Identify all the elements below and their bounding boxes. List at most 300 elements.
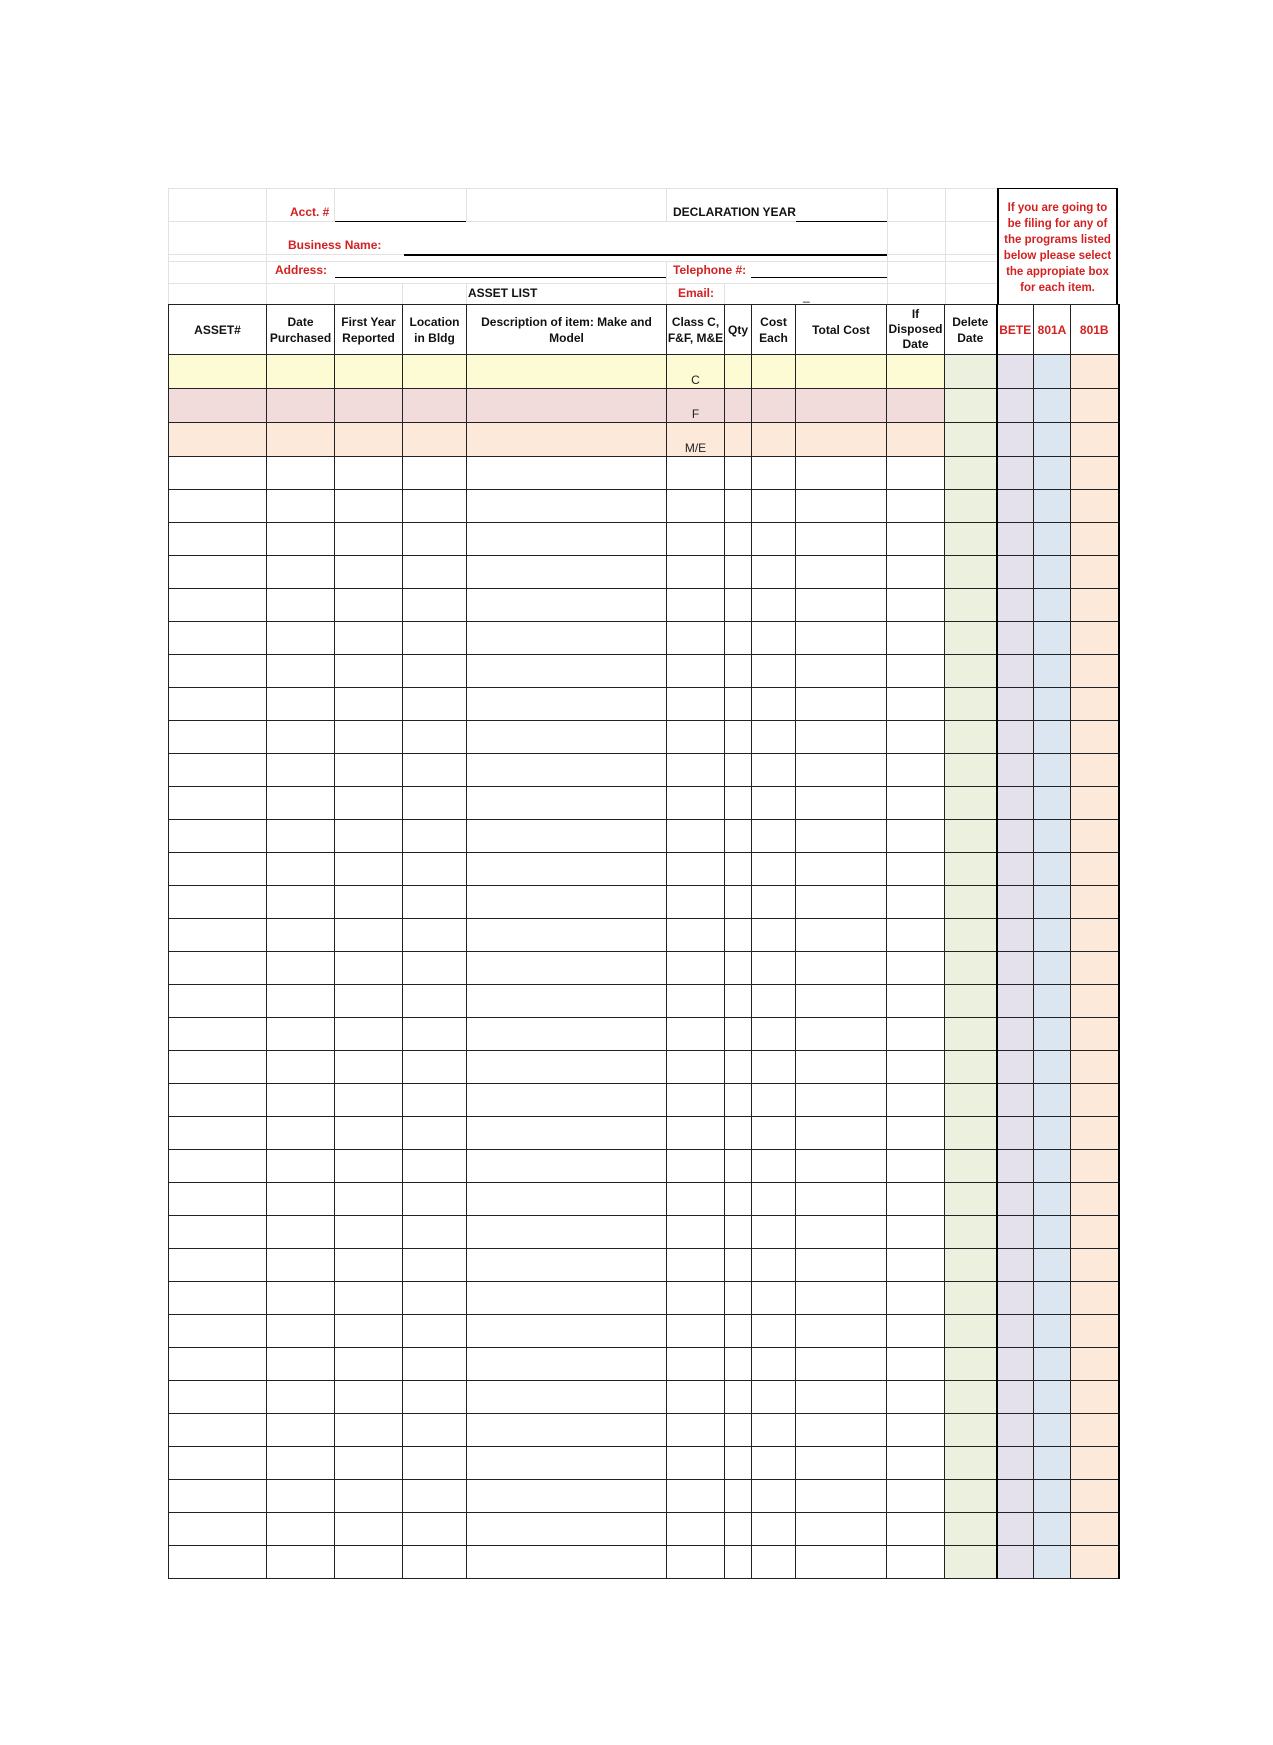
cell-asset[interactable]	[169, 886, 267, 919]
cell-bete[interactable]	[997, 1513, 1034, 1546]
cell-delete-date[interactable]	[945, 1282, 997, 1315]
cell-location[interactable]	[403, 1348, 467, 1381]
cell-disposed[interactable]	[887, 721, 945, 754]
cell-description[interactable]	[467, 1480, 667, 1513]
cell-date-purchased[interactable]	[267, 1513, 335, 1546]
cell-801a[interactable]	[1034, 423, 1071, 457]
cell-disposed[interactable]	[887, 355, 945, 389]
cell-801b[interactable]	[1071, 490, 1119, 523]
cell-qty[interactable]	[725, 754, 752, 787]
cell-qty[interactable]	[725, 1150, 752, 1183]
cell-description[interactable]	[467, 853, 667, 886]
cell-location[interactable]	[403, 919, 467, 952]
cell-date-purchased[interactable]	[267, 985, 335, 1018]
cell-801a[interactable]	[1034, 523, 1071, 556]
cell-delete-date[interactable]	[945, 985, 997, 1018]
cell-location[interactable]	[403, 1117, 467, 1150]
cell-disposed[interactable]	[887, 389, 945, 423]
cell-description[interactable]	[467, 1117, 667, 1150]
cell-qty[interactable]	[725, 1546, 752, 1579]
cell-location[interactable]	[403, 589, 467, 622]
cell-asset[interactable]	[169, 919, 267, 952]
cell-first-year[interactable]	[335, 688, 403, 721]
cell-801a[interactable]	[1034, 389, 1071, 423]
cell-description[interactable]	[467, 589, 667, 622]
cell-asset[interactable]	[169, 688, 267, 721]
cell-total-cost[interactable]	[796, 589, 887, 622]
cell-disposed[interactable]	[887, 1381, 945, 1414]
cell-class[interactable]	[667, 853, 725, 886]
cell-delete-date[interactable]	[945, 853, 997, 886]
cell-bete[interactable]	[997, 622, 1034, 655]
cell-bete[interactable]	[997, 1414, 1034, 1447]
cell-bete[interactable]	[997, 389, 1034, 423]
cell-total-cost[interactable]	[796, 820, 887, 853]
cell-class[interactable]	[667, 886, 725, 919]
cell-asset[interactable]	[169, 820, 267, 853]
cell-date-purchased[interactable]	[267, 1480, 335, 1513]
cell-first-year[interactable]	[335, 1084, 403, 1117]
cell-delete-date[interactable]	[945, 622, 997, 655]
cell-first-year[interactable]	[335, 523, 403, 556]
cell-location[interactable]	[403, 886, 467, 919]
cell-delete-date[interactable]	[945, 556, 997, 589]
cell-date-purchased[interactable]	[267, 556, 335, 589]
cell-cost-each[interactable]	[752, 556, 796, 589]
cell-delete-date[interactable]	[945, 1084, 997, 1117]
cell-asset[interactable]	[169, 1315, 267, 1348]
cell-total-cost[interactable]	[796, 1216, 887, 1249]
cell-description[interactable]	[467, 1183, 667, 1216]
cell-bete[interactable]	[997, 1150, 1034, 1183]
cell-bete[interactable]	[997, 853, 1034, 886]
cell-delete-date[interactable]	[945, 389, 997, 423]
cell-cost-each[interactable]	[752, 1216, 796, 1249]
cell-qty[interactable]	[725, 622, 752, 655]
cell-description[interactable]	[467, 919, 667, 952]
cell-asset[interactable]	[169, 1282, 267, 1315]
cell-date-purchased[interactable]	[267, 1348, 335, 1381]
cell-bete[interactable]	[997, 721, 1034, 754]
cell-cost-each[interactable]	[752, 688, 796, 721]
cell-class[interactable]	[667, 556, 725, 589]
cell-location[interactable]	[403, 1381, 467, 1414]
cell-location[interactable]	[403, 655, 467, 688]
cell-location[interactable]	[403, 1414, 467, 1447]
cell-location[interactable]	[403, 985, 467, 1018]
cell-first-year[interactable]	[335, 1546, 403, 1579]
cell-asset[interactable]	[169, 1216, 267, 1249]
cell-description[interactable]	[467, 622, 667, 655]
cell-delete-date[interactable]	[945, 1513, 997, 1546]
cell-cost-each[interactable]	[752, 589, 796, 622]
cell-qty[interactable]	[725, 1315, 752, 1348]
cell-location[interactable]	[403, 1546, 467, 1579]
cell-bete[interactable]	[997, 523, 1034, 556]
cell-delete-date[interactable]	[945, 1315, 997, 1348]
cell-total-cost[interactable]	[796, 985, 887, 1018]
cell-bete[interactable]	[997, 985, 1034, 1018]
cell-qty[interactable]	[725, 1513, 752, 1546]
cell-first-year[interactable]	[335, 754, 403, 787]
cell-cost-each[interactable]	[752, 1381, 796, 1414]
cell-date-purchased[interactable]	[267, 1249, 335, 1282]
cell-first-year[interactable]	[335, 389, 403, 423]
cell-801b[interactable]	[1071, 1282, 1119, 1315]
cell-total-cost[interactable]	[796, 1282, 887, 1315]
cell-bete[interactable]	[997, 1348, 1034, 1381]
cell-date-purchased[interactable]	[267, 853, 335, 886]
cell-disposed[interactable]	[887, 688, 945, 721]
cell-qty[interactable]	[725, 1249, 752, 1282]
cell-location[interactable]	[403, 1216, 467, 1249]
cell-801a[interactable]	[1034, 820, 1071, 853]
cell-class[interactable]	[667, 754, 725, 787]
cell-cost-each[interactable]	[752, 919, 796, 952]
cell-first-year[interactable]	[335, 886, 403, 919]
cell-class[interactable]	[667, 457, 725, 490]
cell-qty[interactable]	[725, 1282, 752, 1315]
cell-total-cost[interactable]	[796, 1018, 887, 1051]
cell-date-purchased[interactable]	[267, 754, 335, 787]
cell-cost-each[interactable]	[752, 820, 796, 853]
cell-class[interactable]	[667, 1150, 725, 1183]
cell-delete-date[interactable]	[945, 1249, 997, 1282]
cell-cost-each[interactable]	[752, 1183, 796, 1216]
cell-asset[interactable]	[169, 721, 267, 754]
cell-asset[interactable]	[169, 1348, 267, 1381]
cell-description[interactable]	[467, 787, 667, 820]
cell-date-purchased[interactable]	[267, 1018, 335, 1051]
cell-delete-date[interactable]	[945, 886, 997, 919]
cell-delete-date[interactable]	[945, 1381, 997, 1414]
cell-801b[interactable]	[1071, 423, 1119, 457]
cell-first-year[interactable]	[335, 1414, 403, 1447]
cell-801b[interactable]	[1071, 1348, 1119, 1381]
cell-bete[interactable]	[997, 1447, 1034, 1480]
cell-total-cost[interactable]	[796, 1447, 887, 1480]
cell-date-purchased[interactable]	[267, 1381, 335, 1414]
cell-asset[interactable]	[169, 1414, 267, 1447]
cell-total-cost[interactable]	[796, 1381, 887, 1414]
cell-date-purchased[interactable]	[267, 886, 335, 919]
cell-801a[interactable]	[1034, 1315, 1071, 1348]
cell-801b[interactable]	[1071, 787, 1119, 820]
cell-qty[interactable]	[725, 886, 752, 919]
cell-bete[interactable]	[997, 1480, 1034, 1513]
cell-801b[interactable]	[1071, 589, 1119, 622]
cell-asset[interactable]	[169, 1084, 267, 1117]
cell-first-year[interactable]	[335, 556, 403, 589]
cell-801a[interactable]	[1034, 721, 1071, 754]
cell-disposed[interactable]	[887, 490, 945, 523]
cell-date-purchased[interactable]	[267, 1216, 335, 1249]
cell-total-cost[interactable]	[796, 1051, 887, 1084]
cell-total-cost[interactable]	[796, 1249, 887, 1282]
cell-location[interactable]	[403, 457, 467, 490]
declaration-year-field[interactable]	[796, 221, 887, 222]
cell-cost-each[interactable]	[752, 1513, 796, 1546]
cell-total-cost[interactable]	[796, 886, 887, 919]
cell-qty[interactable]	[725, 490, 752, 523]
cell-date-purchased[interactable]	[267, 1084, 335, 1117]
cell-total-cost[interactable]	[796, 1480, 887, 1513]
cell-total-cost[interactable]	[796, 1414, 887, 1447]
cell-first-year[interactable]	[335, 589, 403, 622]
cell-bete[interactable]	[997, 355, 1034, 389]
cell-bete[interactable]	[997, 1216, 1034, 1249]
cell-delete-date[interactable]	[945, 721, 997, 754]
cell-description[interactable]	[467, 1513, 667, 1546]
cell-801a[interactable]	[1034, 1447, 1071, 1480]
cell-first-year[interactable]	[335, 655, 403, 688]
cell-first-year[interactable]	[335, 853, 403, 886]
cell-disposed[interactable]	[887, 1513, 945, 1546]
cell-date-purchased[interactable]	[267, 1150, 335, 1183]
cell-801b[interactable]	[1071, 1249, 1119, 1282]
cell-date-purchased[interactable]	[267, 655, 335, 688]
cell-location[interactable]	[403, 1018, 467, 1051]
cell-qty[interactable]	[725, 523, 752, 556]
cell-qty[interactable]	[725, 787, 752, 820]
cell-class[interactable]	[667, 1513, 725, 1546]
cell-801a[interactable]	[1034, 886, 1071, 919]
cell-cost-each[interactable]	[752, 1348, 796, 1381]
cell-total-cost[interactable]	[796, 622, 887, 655]
cell-delete-date[interactable]	[945, 1447, 997, 1480]
cell-date-purchased[interactable]	[267, 423, 335, 457]
cell-disposed[interactable]	[887, 1183, 945, 1216]
cell-total-cost[interactable]	[796, 457, 887, 490]
cell-total-cost[interactable]	[796, 655, 887, 688]
cell-disposed[interactable]	[887, 556, 945, 589]
cell-first-year[interactable]	[335, 820, 403, 853]
cell-qty[interactable]	[725, 1480, 752, 1513]
cell-qty[interactable]	[725, 423, 752, 457]
cell-bete[interactable]	[997, 1051, 1034, 1084]
cell-disposed[interactable]	[887, 1018, 945, 1051]
cell-location[interactable]	[403, 820, 467, 853]
cell-location[interactable]	[403, 754, 467, 787]
cell-801b[interactable]	[1071, 1216, 1119, 1249]
cell-cost-each[interactable]	[752, 355, 796, 389]
cell-location[interactable]	[403, 1480, 467, 1513]
cell-description[interactable]	[467, 1018, 667, 1051]
cell-class[interactable]	[667, 589, 725, 622]
cell-total-cost[interactable]	[796, 853, 887, 886]
cell-first-year[interactable]	[335, 423, 403, 457]
cell-description[interactable]	[467, 1414, 667, 1447]
cell-qty[interactable]	[725, 355, 752, 389]
cell-delete-date[interactable]	[945, 787, 997, 820]
cell-801b[interactable]	[1071, 622, 1119, 655]
cell-asset[interactable]	[169, 457, 267, 490]
cell-description[interactable]	[467, 457, 667, 490]
cell-disposed[interactable]	[887, 1249, 945, 1282]
cell-asset[interactable]	[169, 589, 267, 622]
cell-date-purchased[interactable]	[267, 1414, 335, 1447]
cell-801b[interactable]	[1071, 1117, 1119, 1150]
cell-date-purchased[interactable]	[267, 389, 335, 423]
cell-description[interactable]	[467, 1315, 667, 1348]
cell-asset[interactable]	[169, 1513, 267, 1546]
cell-first-year[interactable]	[335, 457, 403, 490]
cell-801a[interactable]	[1034, 457, 1071, 490]
cell-date-purchased[interactable]	[267, 1117, 335, 1150]
cell-disposed[interactable]	[887, 1546, 945, 1579]
cell-first-year[interactable]	[335, 1480, 403, 1513]
cell-bete[interactable]	[997, 1249, 1034, 1282]
cell-801a[interactable]	[1034, 1183, 1071, 1216]
cell-qty[interactable]	[725, 1381, 752, 1414]
cell-cost-each[interactable]	[752, 1447, 796, 1480]
cell-first-year[interactable]	[335, 1117, 403, 1150]
cell-asset[interactable]	[169, 556, 267, 589]
cell-date-purchased[interactable]	[267, 688, 335, 721]
cell-asset[interactable]	[169, 490, 267, 523]
cell-delete-date[interactable]	[945, 1150, 997, 1183]
cell-first-year[interactable]	[335, 1513, 403, 1546]
cell-date-purchased[interactable]	[267, 820, 335, 853]
cell-location[interactable]	[403, 688, 467, 721]
cell-801b[interactable]	[1071, 1084, 1119, 1117]
cell-801b[interactable]	[1071, 1150, 1119, 1183]
cell-class[interactable]	[667, 1216, 725, 1249]
cell-801b[interactable]	[1071, 985, 1119, 1018]
cell-description[interactable]	[467, 1546, 667, 1579]
cell-cost-each[interactable]	[752, 754, 796, 787]
cell-total-cost[interactable]	[796, 556, 887, 589]
cell-801a[interactable]	[1034, 853, 1071, 886]
cell-bete[interactable]	[997, 1315, 1034, 1348]
cell-asset[interactable]	[169, 1546, 267, 1579]
cell-disposed[interactable]	[887, 457, 945, 490]
cell-delete-date[interactable]	[945, 423, 997, 457]
cell-total-cost[interactable]	[796, 1117, 887, 1150]
cell-801a[interactable]	[1034, 1480, 1071, 1513]
cell-cost-each[interactable]	[752, 622, 796, 655]
cell-date-purchased[interactable]	[267, 1447, 335, 1480]
cell-first-year[interactable]	[335, 1249, 403, 1282]
cell-801b[interactable]	[1071, 655, 1119, 688]
cell-first-year[interactable]	[335, 787, 403, 820]
cell-801a[interactable]	[1034, 919, 1071, 952]
cell-asset[interactable]	[169, 655, 267, 688]
cell-801a[interactable]	[1034, 1348, 1071, 1381]
cell-cost-each[interactable]	[752, 423, 796, 457]
cell-qty[interactable]	[725, 655, 752, 688]
cell-qty[interactable]	[725, 721, 752, 754]
cell-class[interactable]	[667, 1414, 725, 1447]
cell-disposed[interactable]	[887, 1282, 945, 1315]
cell-description[interactable]	[467, 754, 667, 787]
cell-delete-date[interactable]	[945, 1051, 997, 1084]
cell-801b[interactable]	[1071, 1513, 1119, 1546]
cell-801b[interactable]	[1071, 820, 1119, 853]
cell-cost-each[interactable]	[752, 952, 796, 985]
cell-delete-date[interactable]	[945, 1183, 997, 1216]
cell-total-cost[interactable]	[796, 952, 887, 985]
cell-delete-date[interactable]	[945, 1117, 997, 1150]
cell-total-cost[interactable]	[796, 1315, 887, 1348]
cell-first-year[interactable]	[335, 1216, 403, 1249]
cell-description[interactable]	[467, 1084, 667, 1117]
cell-date-purchased[interactable]	[267, 787, 335, 820]
cell-total-cost[interactable]	[796, 1546, 887, 1579]
cell-bete[interactable]	[997, 1183, 1034, 1216]
cell-801b[interactable]	[1071, 457, 1119, 490]
cell-asset[interactable]	[169, 1480, 267, 1513]
cell-location[interactable]	[403, 952, 467, 985]
cell-bete[interactable]	[997, 1381, 1034, 1414]
cell-date-purchased[interactable]	[267, 919, 335, 952]
cell-qty[interactable]	[725, 1018, 752, 1051]
cell-total-cost[interactable]	[796, 389, 887, 423]
cell-delete-date[interactable]	[945, 952, 997, 985]
cell-801a[interactable]	[1034, 787, 1071, 820]
cell-delete-date[interactable]	[945, 1348, 997, 1381]
cell-qty[interactable]	[725, 556, 752, 589]
cell-delete-date[interactable]	[945, 688, 997, 721]
cell-bete[interactable]	[997, 589, 1034, 622]
cell-801a[interactable]	[1034, 1249, 1071, 1282]
cell-total-cost[interactable]	[796, 754, 887, 787]
cell-class[interactable]	[667, 985, 725, 1018]
cell-disposed[interactable]	[887, 1480, 945, 1513]
cell-qty[interactable]	[725, 985, 752, 1018]
cell-location[interactable]	[403, 853, 467, 886]
cell-801a[interactable]	[1034, 1018, 1071, 1051]
cell-801a[interactable]	[1034, 985, 1071, 1018]
cell-first-year[interactable]	[335, 1183, 403, 1216]
cell-first-year[interactable]	[335, 1051, 403, 1084]
cell-total-cost[interactable]	[796, 1183, 887, 1216]
cell-class[interactable]	[667, 1249, 725, 1282]
cell-first-year[interactable]	[335, 1150, 403, 1183]
cell-cost-each[interactable]	[752, 457, 796, 490]
cell-qty[interactable]	[725, 919, 752, 952]
cell-disposed[interactable]	[887, 655, 945, 688]
cell-location[interactable]	[403, 1051, 467, 1084]
cell-801b[interactable]	[1071, 688, 1119, 721]
cell-total-cost[interactable]	[796, 1150, 887, 1183]
cell-date-purchased[interactable]	[267, 1051, 335, 1084]
cell-cost-each[interactable]	[752, 886, 796, 919]
cell-asset[interactable]	[169, 787, 267, 820]
cell-location[interactable]	[403, 1249, 467, 1282]
cell-class[interactable]	[667, 655, 725, 688]
cell-qty[interactable]	[725, 389, 752, 423]
cell-description[interactable]	[467, 1216, 667, 1249]
cell-location[interactable]	[403, 1084, 467, 1117]
cell-date-purchased[interactable]	[267, 1546, 335, 1579]
cell-delete-date[interactable]	[945, 820, 997, 853]
cell-description[interactable]	[467, 1348, 667, 1381]
cell-location[interactable]	[403, 1315, 467, 1348]
cell-description[interactable]	[467, 556, 667, 589]
cell-cost-each[interactable]	[752, 853, 796, 886]
cell-total-cost[interactable]	[796, 1084, 887, 1117]
cell-801a[interactable]	[1034, 1084, 1071, 1117]
cell-delete-date[interactable]	[945, 1414, 997, 1447]
cell-class[interactable]	[667, 721, 725, 754]
cell-description[interactable]	[467, 721, 667, 754]
cell-cost-each[interactable]	[752, 1480, 796, 1513]
cell-location[interactable]	[403, 1183, 467, 1216]
cell-class[interactable]	[667, 1348, 725, 1381]
cell-description[interactable]	[467, 1381, 667, 1414]
cell-disposed[interactable]	[887, 985, 945, 1018]
